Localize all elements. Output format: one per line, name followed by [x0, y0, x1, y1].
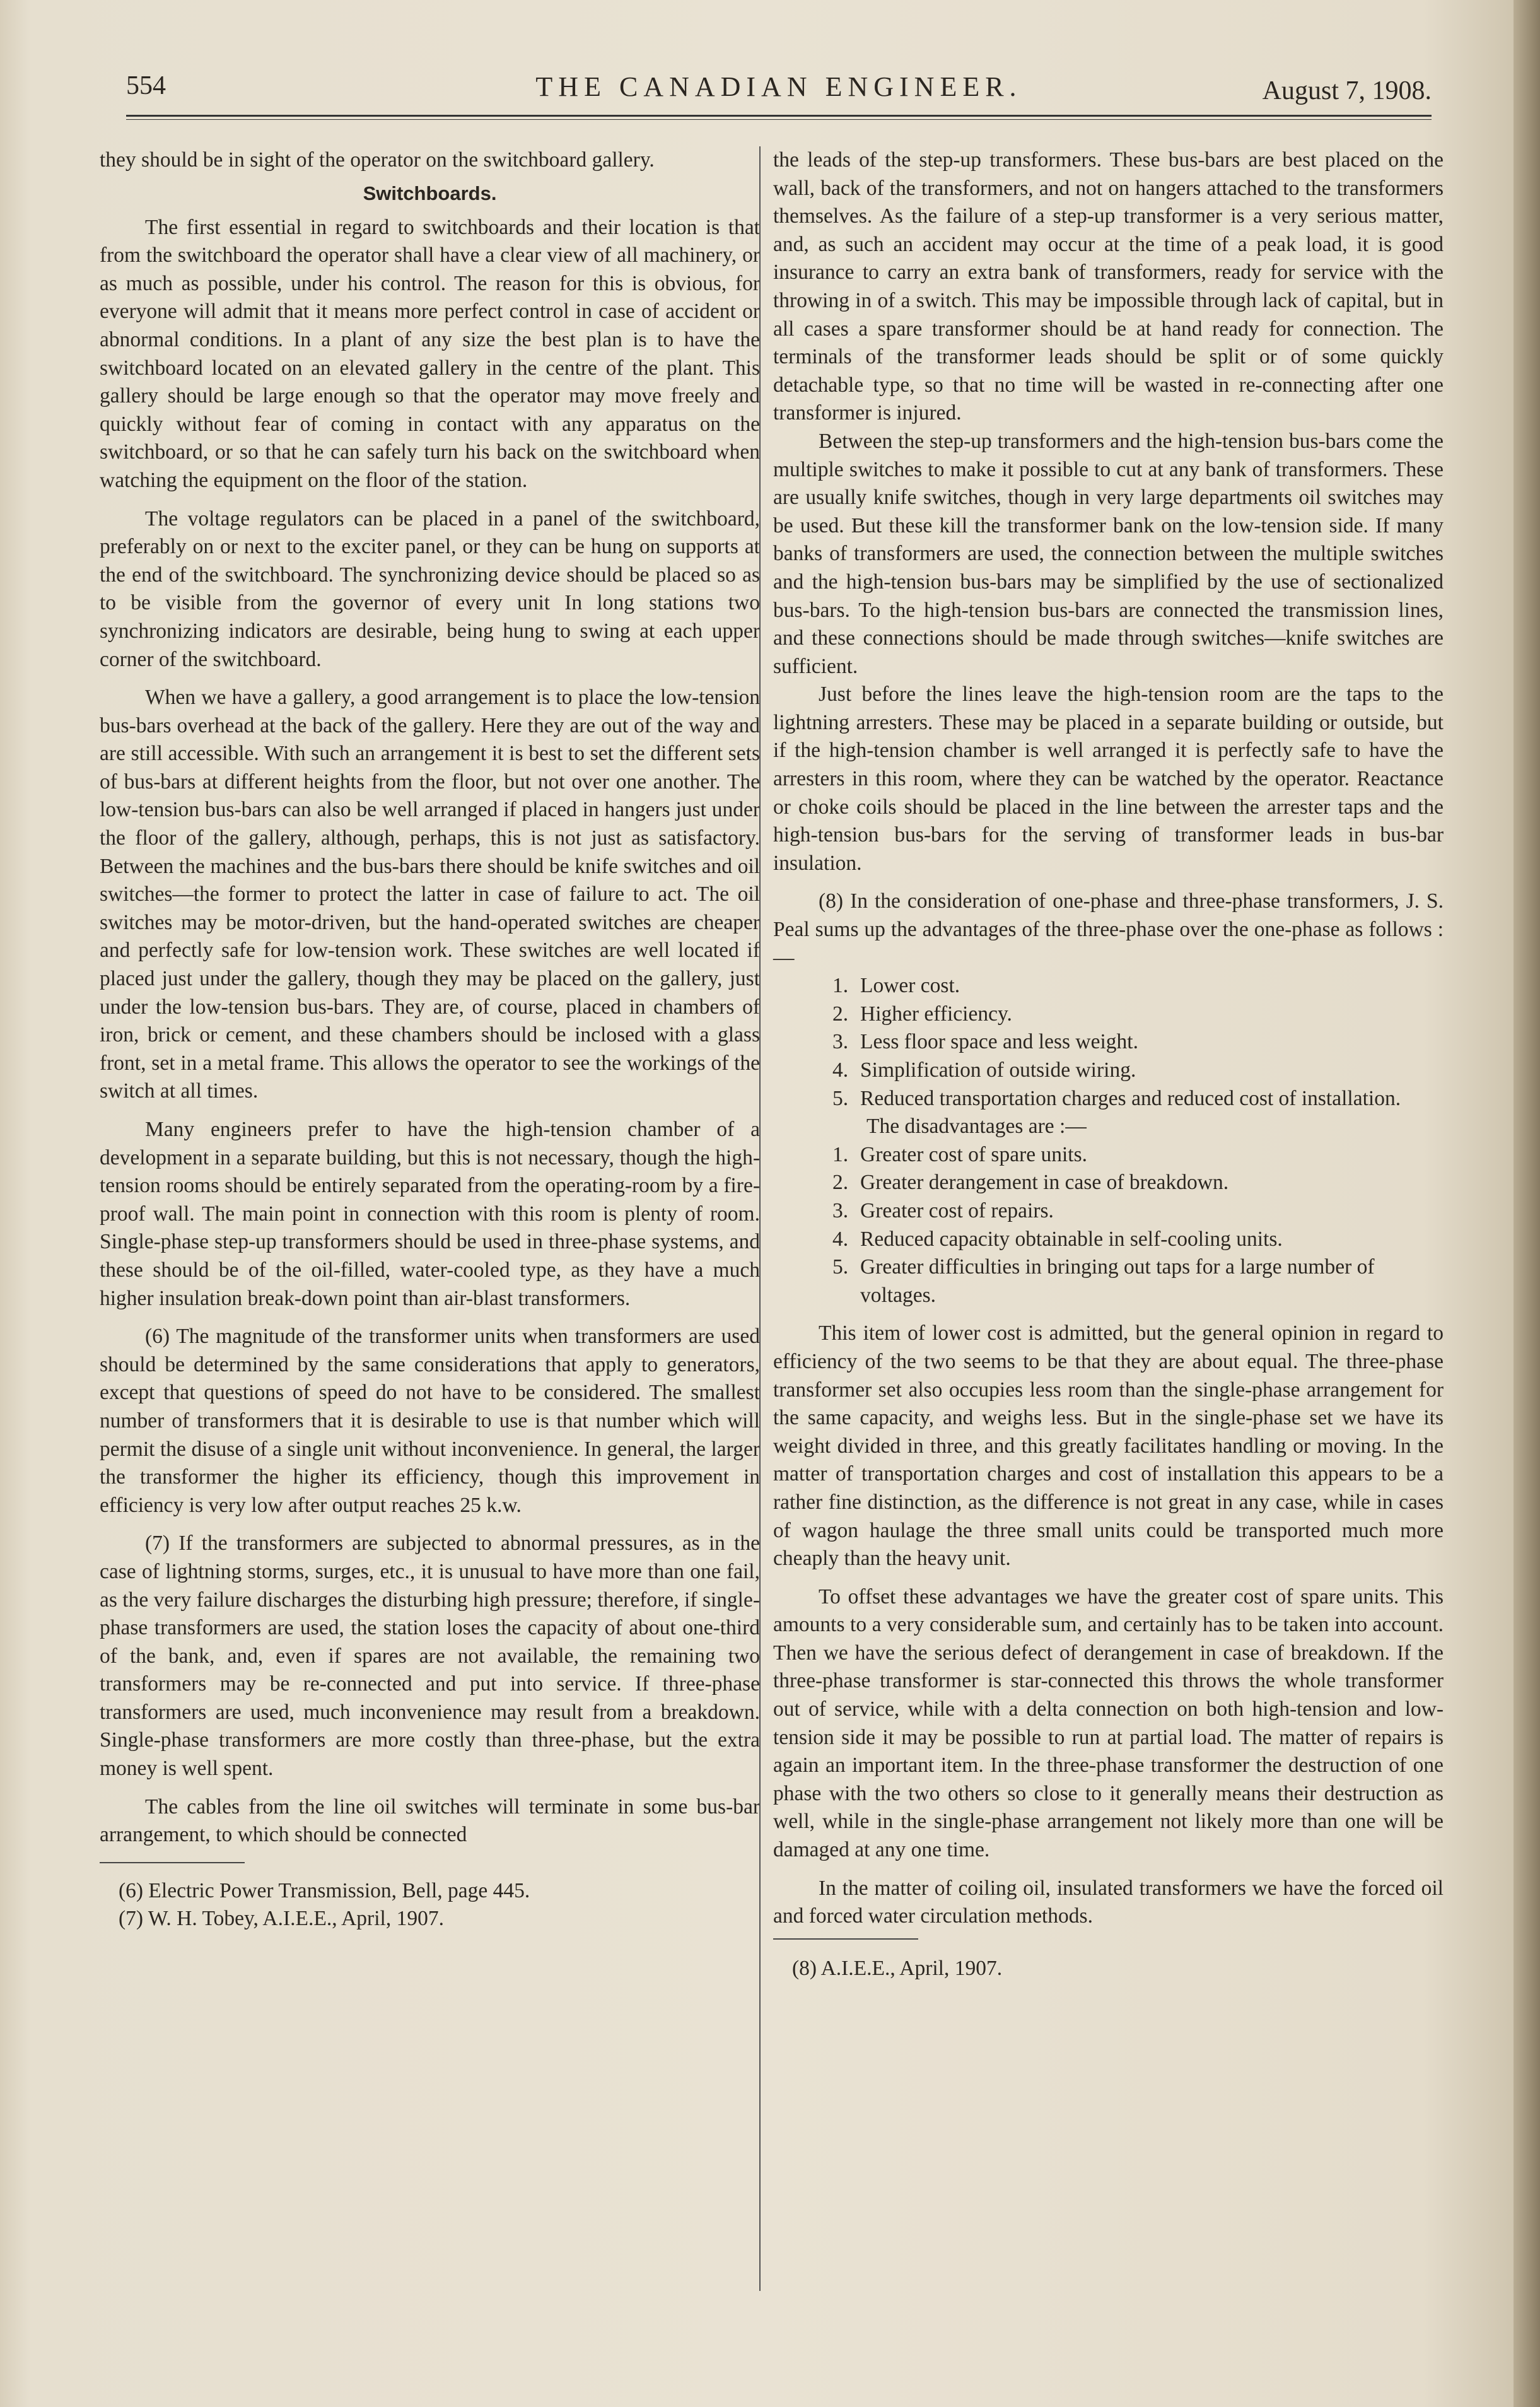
left-column — [100, 146, 760, 1933]
paragraph: Many engineers prefer to have the high-tension chamber of a development in a separate building, but this is not necessary, though the high-tension rooms should be entirely separated from the operating-room by a fire-proof wall. The main point in connection with this room is plenty of room. Single-phase step-up transformers should be used in three-phase systems, and these should be of the oil-filled, water-cooled type, as they have a much higher insulation break-down point than air-blast transformers. — [100, 1118, 760, 1310]
list-item: 3. Greater cost of repairs. — [832, 1198, 1054, 1222]
paragraph: The voltage regulators can be placed in a panel of the switchboard, preferably on or next to the exciter panel, or they can be hung on supports at the end of the switchboard. The synchronizing device should be placed so as to be visible from the governor of every unit In long stations two synchronizing indicators are desirable, being hung to swing at each upper corner of the switchboard. — [100, 507, 760, 671]
list-item: 2. Higher efficiency. — [832, 1002, 1012, 1026]
advantages-list — [773, 972, 1444, 1113]
footnote-rule — [100, 1862, 245, 1863]
list-item: 5. Reduced transportation charges and reduced cost of installation. — [832, 1086, 1401, 1110]
paragraph: The first essential in regard to switchboards and their location is that from the switchboard the operator shall have a clear view of all machinery, or as much as possible, under his control. The reason for this is obvious, for everyone will admit that it means more perfect control in case of accident or abnormal conditions. In a plant of any size the best plan is to have the switchboard located on an elevated gallery in the centre of the plant. This gallery should be large enough so that the operator may move freely and quickly without fear of coming in contact with any apparatus on the switchboard, or so that he can safely turn his back on the switchboard when watching the equipment on the floor of the station. — [100, 215, 760, 492]
issue-date: August 7, 1908. — [1262, 76, 1432, 105]
list-item: 1. Greater cost of spare units. — [832, 1142, 1087, 1166]
list-item: 1. Lower cost. — [832, 974, 960, 998]
paragraph: (6) The magnitude of the transformer units when transformers are used should be determined by the same considerations that apply to generators, except that questions of speed do not have to be considered. The smallest number of transformers that it is desirable to use is that number which will permit the disuse of a single unit without inconvenience. In general, the larger the transformer the higher its efficiency, though this improvement in efficiency is very low after output reaches 25 k.w. — [100, 1325, 760, 1517]
section-heading: Switchboards. — [363, 182, 497, 204]
paragraph: In the matter of coiling oil, insulated transformers we have the forced oil and forced water circulation methods. — [773, 1876, 1444, 1928]
paragraph: (8) In the consideration of one-phase and three-phase transformers, J. S. Peal sums up the advantages of the three-phase over the one-phase as follows :— — [773, 889, 1444, 969]
disadvantages-list — [773, 1141, 1444, 1310]
footnote: (7) W. H. Tobey, A.I.E.E., April, 1907. — [119, 1906, 444, 1930]
footnote: (6) Electric Power Transmission, Bell, page 445. — [119, 1878, 530, 1902]
paragraph: Between the step-up transformers and the high-tension bus-bars come the multiple switches to make it possible to cut at any bank of transformers. These are usually knife switches, though in very large departments oil switches may be used. But these kill the transformer bank on the low-tension side. If many banks of transformers are used, the connection between the multiple switches and the high-tension bus-bars may be simplified by the use of sectionalized bus-bars. To the high-tension bus-bars are connected the transmission lines, and these connections should be made through switches—knife switches are sufficient. — [773, 429, 1444, 678]
column-divider — [759, 146, 761, 2291]
paragraph: Just before the lines leave the high-tension room are the taps to the lightning arresters. These may be placed in a separate building or outside, but if the high-tension chamber is well arranged it is perfectly safe to have the arresters in this room, where they can be watched by the operator. Reactance or choke coils should be placed in the line between the arrester taps and the high-tension bus-bars for the serving of transformer leads in bus-bar insulation. — [773, 682, 1444, 875]
page-number: 554 — [126, 71, 166, 100]
paragraph: This item of lower cost is admitted, but the general opinion in regard to efficiency of the two seems to be that they are about equal. The three-phase transformer set also occupies less room than the single-phase arrangement for the same capacity, and weighs less. But in the single-phase set we have its weight divided in three, and this greatly facilitates handling or moving. In the matter of transportation charges and cost of installation this appears to be a rather fine distinction, as the difference is not great in any case, while in cases of wagon haulage the three small units could be transported much more cheaply than the heavy unit. — [773, 1321, 1444, 1571]
intro-paragraph: they should be in sight of the operator on the switchboard gallery. — [100, 148, 655, 172]
list-item: 2. Greater derangement in case of breakdown. — [832, 1171, 1229, 1195]
header-rule — [126, 115, 1432, 120]
footnote: (8) A.I.E.E., April, 1907. — [792, 1956, 1003, 1980]
paragraph: When we have a gallery, a good arrangement is to place the low-tension bus-bars overhead at the back of the gallery. Here they are out of the way and are still accessible. With such an arrangement it is best to set the different sets of bus-bars at different heights from the floor, but not over one another. The low-tension bus-bars can also be well arranged if placed in hangers just under the floor of the gallery, although, perhaps, this is not just as satisfactory. Between the machines and the bus-bars there should be knife switches and oil switches—the former to protect the latter in case of failure to act. The oil switches may be motor-driven, but the hand-operated switches are cheaper and perfectly safe for low-tension work. These switches are well located if placed just under the gallery, though they may be placed on the gallery, just under the low-tension bus-bars. They are, of course, placed in chambers of iron, brick or cement, and these chambers should be inclosed with a glass front, set in a metal frame. This allows the operator to see the workings of the switch at all times. — [100, 686, 760, 1103]
paragraph: To offset these advantages we have the greater cost of spare units. This amounts to a very considerable sum, and certainly has to be taken into account. Then we have the serious defect of derangement in case of breakdown. If the three-phase transformer is star-connected this throws the whole transformer out of service, while with a delta connection on both high-tension and low-tension side it may be possible to run at partial load. The matter of repairs is again an important item. In the three-phase transformer the destruction of one phase with the two others so close to it generally means their destruction as well, while in the single-phase arrangement not likely more than one will be damaged at any one time. — [773, 1584, 1444, 1862]
right-column — [773, 146, 1444, 1982]
footnote-rule — [773, 1938, 918, 1940]
page-header — [126, 71, 1432, 121]
list-item: 4. Simplification of outside wiring. — [832, 1058, 1136, 1082]
disadvantages-intro: The disadvantages are :— — [866, 1115, 1087, 1139]
list-item: 3. Less floor space and less weight. — [832, 1030, 1138, 1054]
page-edge — [1514, 0, 1540, 2407]
list-item: 5. Greater difficulties in bringing out taps for a large number of voltages. — [832, 1255, 1375, 1307]
paragraph: the leads of the step-up transformers. These bus-bars are best placed on the wall, back of the transformers, and not on hangers attached to the transformers themselves. As the failure of a step-up transformer is a very serious matter, and, as such an accident may occur at the time of a peak load, it is good insurance to carry an extra bank of transformers, ready for service with the throwing in of a switch. This may be impossible through lack of capital, but in all cases a spare transformer should be at hand ready for connection. The terminals of the transformer leads should be split or of some quickly detachable type, so that no time will be wasted in re-connecting after one transformer is injured. — [773, 148, 1444, 425]
list-item: 4. Reduced capacity obtainable in self-cooling units. — [832, 1227, 1283, 1251]
paragraph: The cables from the line oil switches will terminate in some bus-bar arrangement, to which should be connected — [100, 1795, 760, 1847]
journal-title: THE CANADIAN ENGINEER. — [535, 71, 1022, 102]
paragraph: (7) If the transformers are subjected to abnormal pressures, as in the case of lightning storms, surges, etc., it is unusual to have more than one fail, as the very failure discharges the disturbing high pressure; therefore, if single-phase transformers are used, the station loses the capacity of about one-third of the bank, and, even if spares are not available, the remaining two transformers may be re-connected and put into service. If three-phase transformers are used, much inconvenience may result from a breakdown. Single-phase transformers are more costly than three-phase, but the extra money is well spent. — [100, 1531, 760, 1781]
